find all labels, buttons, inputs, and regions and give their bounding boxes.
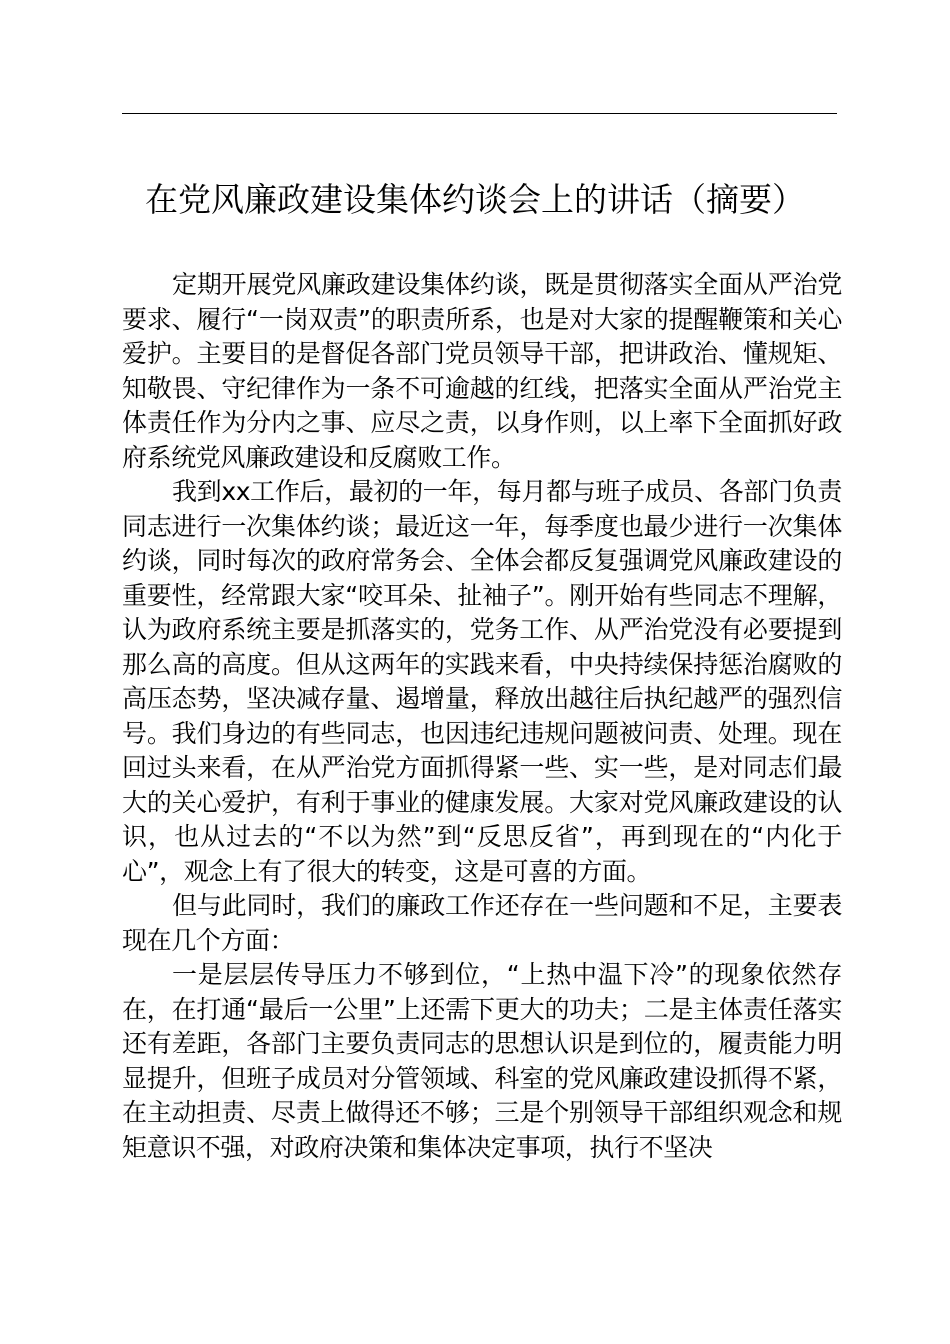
- paragraph-3: 但与此同时，我们的廉政工作还存在一些问题和不足，主要表现在几个方面：: [122, 891, 842, 955]
- paragraph-4: 一是层层传导压力不够到位，“上热中温下冷”的现象依然存在，在打通“最后一公里”上还需下更大的功夫；二是主体责任落实还有差距，各部门主要负责同志的思想认识是到位的，履责能力明显提升，但班子成员对分管领域、科室的党风廉政建设抓得不紧，在主动担责、尽责上做得还不够；三是个别领导干部组织观念和规矩意识不强，对政府决策和集体决定事项，执行不坚决: [122, 960, 842, 1162]
- paragraph-2: 我到xx工作后，最初的一年，每月都与班子成员、各部门负责同志进行一次集体约谈；最近这一年，每季度也最少进行一次集体约谈，同时每次的政府常务会、全体会都反复强调党风廉政建设的重要性，经常跟大家“咬耳朵、扯袖子”。刚开始有些同志不理解，认为政府系统主要是抓落实的，党务工作、从严治党没有必要提到那么高的高度。但从这两年的实践来看，中央持续保持惩治腐败的高压态势，坚决减存量、遏增量，释放出越往后执纪越严的强烈信号。我们身边的有些同志，也因违纪违规问题被问责、处理。现在回过头来看，在从严治党方面抓得紧一些、实一些，是对同志们最大的关心爱护，有利于事业的健康发展。大家对党风廉政建设的认识，也从过去的“不以为然”到“反思反省”，再到现在的“内化于心”，观念上有了很大的转变，这是可喜的方面。: [122, 477, 842, 886]
- paragraph-1: 定期开展党风廉政建设集体约谈，既是贯彻落实全面从严治党要求、履行“一岗双责”的职责所系，也是对大家的提醒鞭策和关心爱护。主要目的是督促各部门党员领导干部，把讲政治、懂规矩、知敬畏、守纪律作为一条不可逾越的红线，把落实全面从严治党主体责任作为分内之事、应尽之责，以身作则，以上率下全面抓好政府系统党风廉政建设和反腐败工作。: [122, 270, 842, 472]
- header-rule: [122, 113, 837, 114]
- document-title: 在党风廉政建设集体约谈会上的讲话（摘要）: [145, 180, 805, 219]
- document-body: [122, 268, 842, 1165]
